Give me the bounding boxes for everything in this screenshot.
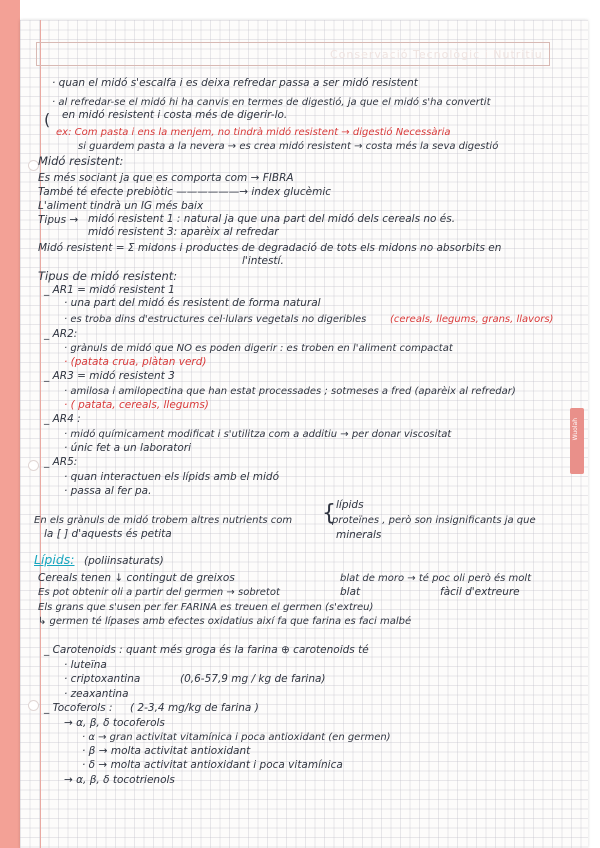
note-line: blat [340,586,361,598]
note-line: _ AR3 = midó resistent 3 [44,370,175,382]
note-line: En els grànuls de midó trobem altres nutrients com [34,515,293,526]
note-line: L'aliment tindrà un IG més baix [38,200,204,212]
watermark-text: Conservació Tecnològic i Nutritiu [330,48,543,61]
note-line: ( 2-3,4 mg/kg de farina ) [130,702,259,714]
note-line: · (patata crua, plàtan verd) [64,356,207,368]
note-line: l'intestí. [242,255,284,267]
side-tab-label: Wuolah [572,418,579,441]
note-line: Es més sociant ja que es comporta com → FIBRA [38,172,294,184]
note-line: _ Tocoferols : [44,702,113,714]
note-line: ex: Com pasta i ens la menjem, no tindrà midó resistent → digestió Necessària [56,127,451,138]
note-line: · únic fet a un laboratori [64,442,192,454]
note-line: · zeaxantina [64,688,129,700]
note-line: _ Carotenoids : quant més groga és la farina ⊕ carotenoids té [44,644,369,656]
note-line: (0,6-57,9 mg / kg de farina) [180,673,326,685]
note-line: blat de moro → té poc oli però és molt [340,573,532,584]
note-line: Cereals tenen ↓ contingut de greixos [38,572,235,584]
left-brace-icon: ( [44,110,51,129]
note-line: fàcil d'extreure [440,586,520,598]
note-line: · al refredar-se el midó hi ha canvis en termes de digestió, ja que el midó s'ha convertit [52,97,491,108]
note-line: · passa al fer pa. [64,485,152,497]
note-line: · α → gran activitat vitamínica i poca antioxidant (en germen) [82,732,391,743]
note-line: la [ ] d'aquests és petita [44,528,172,540]
note-line: (cereals, llegums, grans, llavors) [390,314,554,325]
note-line: → α, β, δ tocotrienols [64,774,175,786]
section-heading: Lípids: [34,552,75,567]
note-line: → α, β, δ tocoferols [64,717,165,729]
note-line: · criptoxantina [64,673,141,685]
left-color-strip [0,0,20,848]
note-line: _ AR1 = midó resistent 1 [44,284,175,296]
note-line: _ AR2: [44,328,78,340]
note-line: · quan interactuen els lípids amb el midó [64,471,280,483]
note-line: lípids [336,499,364,511]
note-line: ↳ germen té lípases amb efectes oxidatius així fa que farina es faci malbé [38,616,412,627]
note-line: si guardem pasta a la nevera → es crea midó resistent → costa més la seva digestió [78,141,499,152]
note-line: · es troba dins d'estructures cel·lulars vegetals no digeribles [64,314,367,325]
note-line: midó resistent 1 : natural ja que una part del midó dels cereals no és. [88,213,456,225]
note-line: · ( patata, cereals, llegums) [64,399,209,411]
note-line: Els grans que s'usen per fer FARINA es treuen el germen (s'extreu) [38,602,374,613]
note-line: · midó químicament modificat i s'utilitza com a additiu → per donar viscositat [64,429,452,440]
note-line: Tipus → [38,214,79,226]
note-line: · grànuls de midó que NO es poden digerir : es troben en l'aliment compactat [64,343,453,354]
note-line: _ AR4 : [44,413,81,425]
note-line: proteïnes , però son insignificants ja que [332,515,536,526]
note-line: midó resistent 3: aparèix al refredar [88,226,279,238]
note-line: · quan el midó s'escalfa i es deixa refredar passa a ser midó resistent [52,77,418,89]
note-line: · amilosa i amilopectina que han estat processades ; sotmeses a fred (aparèix al refredar) [64,386,516,397]
note-line: en midó resistent i costa més de digerir-lo. [62,109,288,121]
note-line: · luteïna [64,659,107,671]
note-line: Es pot obtenir oli a partir del germen → sobretot [38,587,280,598]
brace-icon: { [322,501,336,526]
note-line: · una part del midó és resistent de forma natural [64,297,321,309]
section-heading: Tipus de midó resistent: [38,269,178,283]
side-tab [570,408,584,474]
note-line: minerals [336,529,382,541]
margin-line [40,20,41,848]
binder-hole [28,460,39,471]
note-line: · δ → molta activitat antioxidant i poca vitamínica [82,759,343,771]
section-heading: Midó resistent: [38,154,124,168]
note-line: · β → molta activitat antioxidant [82,745,251,757]
note-line: (poliinsaturats) [84,555,164,567]
note-line: Midó resistent = Σ midons i productes de degradació de tots els midons no absorbits en [38,242,502,254]
note-line: També té efecte prebiòtic ——————→ index glucèmic [38,186,332,198]
note-line: _ AR5: [44,456,78,468]
binder-hole [28,700,39,711]
